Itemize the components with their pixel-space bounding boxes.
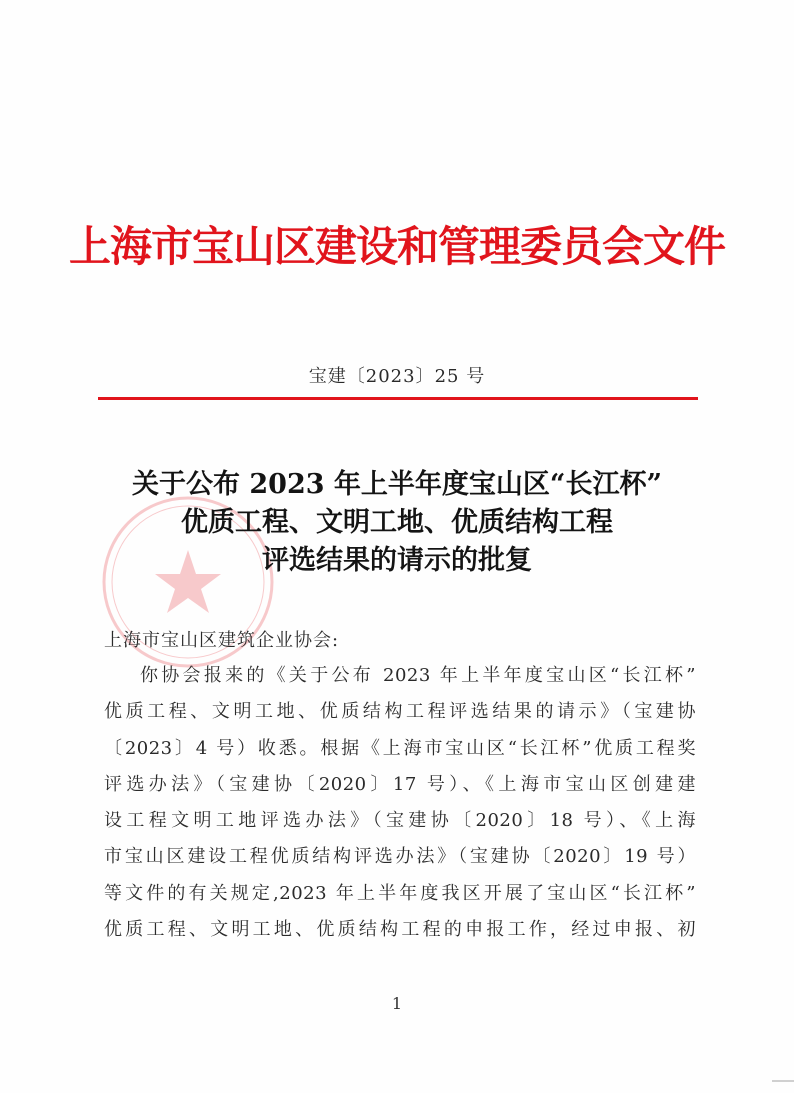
page-number: 1 bbox=[391, 994, 403, 1013]
body-paragraph bbox=[104, 658, 696, 948]
body-line: 优质工程、文明工地、优质结构工程评选结果的请示》（宝建协 bbox=[104, 701, 696, 723]
body-line: 设工程文明工地评选办法》（宝建协〔2020〕18 号）、《上海 bbox=[104, 810, 696, 832]
document-title-line: 优质工程、文明工地、优质结构工程 bbox=[181, 507, 613, 538]
document-title bbox=[0, 466, 794, 580]
body-line: 市宝山区建设工程优质结构评选办法》（宝建协〔2020〕19 号） bbox=[104, 846, 696, 868]
red-divider-line bbox=[98, 397, 698, 400]
body-line: 〔2023〕4 号）收悉。根据《上海市宝山区“长江杯”优质工程奖 bbox=[104, 737, 696, 759]
document-title-line: 评选结果的请示的批复 bbox=[262, 545, 532, 576]
scan-edge-mark bbox=[772, 1080, 794, 1082]
document-title-line: 关于公布 2023 年上半年度宝山区“长江杯” bbox=[131, 469, 662, 500]
body-line: 等文件的有关规定,2023 年上半年度我区开展了宝山区“长江杯” bbox=[104, 882, 696, 904]
salutation: 上海市宝山区建筑企业协会: bbox=[104, 630, 340, 651]
body-line: 优质工程、文明工地、优质结构工程的申报工作，经过申报、初 bbox=[104, 919, 696, 941]
document-number: 宝建〔2023〕25 号 bbox=[308, 366, 486, 387]
issuing-authority-title: 上海市宝山区建设和管理委员会文件 bbox=[68, 222, 725, 271]
body-line: 你协会报来的《关于公布 2023 年上半年度宝山区“长江杯” bbox=[140, 665, 696, 686]
body-line: 评选办法》（宝建协〔2020〕17 号）、《上海市宝山区创建建 bbox=[104, 773, 696, 795]
